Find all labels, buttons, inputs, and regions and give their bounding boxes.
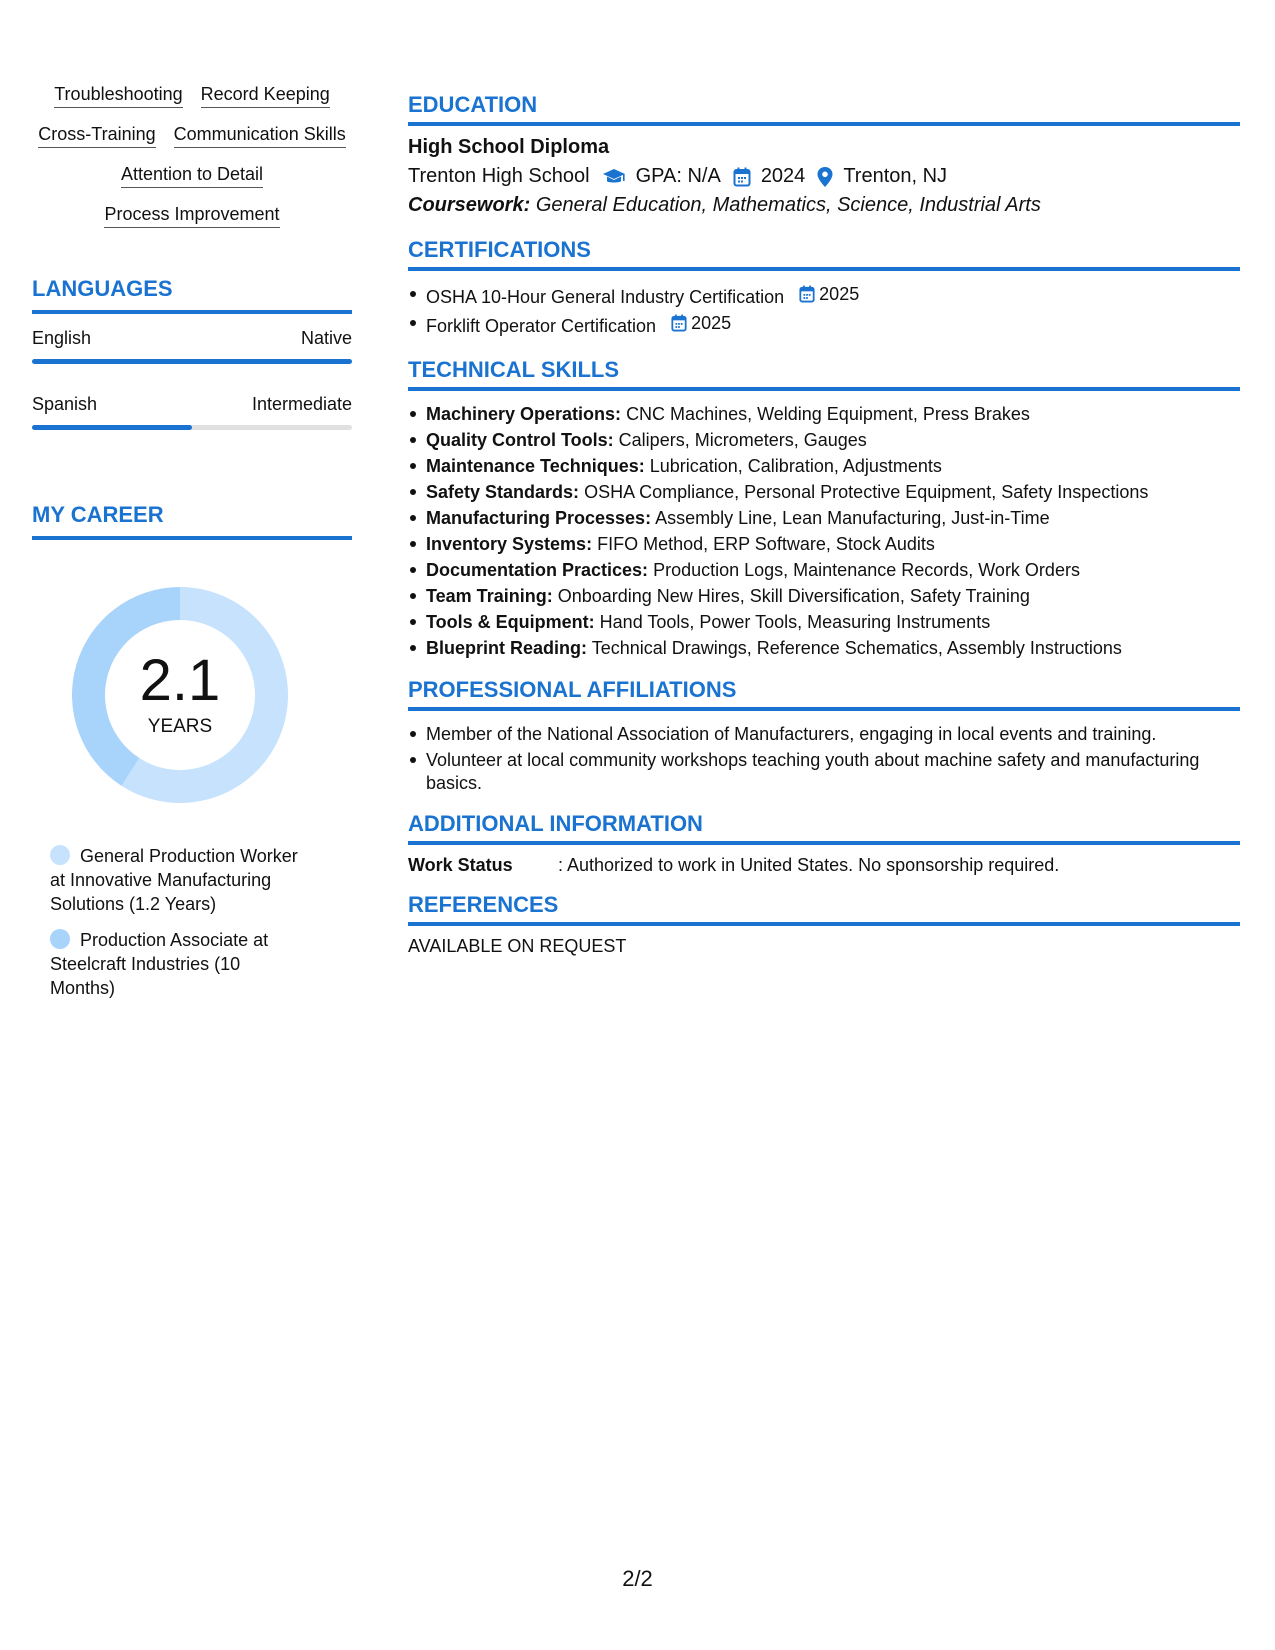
language-name: Spanish — [32, 394, 98, 414]
coursework — [408, 194, 1240, 217]
education-heading: EDUCATION — [408, 92, 1240, 126]
skill-tag: Communication Skills — [174, 124, 346, 148]
certification-item — [408, 310, 1240, 339]
career-legend-label: Production Associate at Steelcraft Industries (10 Months) — [50, 930, 269, 998]
career-section — [32, 502, 352, 1000]
certifications-heading: CERTIFICATIONS — [408, 237, 1240, 271]
affiliation-item: Volunteer at local community workshops teaching youth about machine safety and manufacturing basics. — [408, 747, 1240, 795]
certification-name: OSHA 10-Hour General Industry Certification — [426, 287, 785, 307]
career-legend-label: General Production Worker at Innovative Manufacturing Solutions (1.2 Years) — [50, 846, 298, 914]
technical-skill-value: Lubrication, Calibration, Adjustments — [649, 456, 942, 476]
technical-skill-label: Manufacturing Processes: — [426, 508, 652, 528]
skill-tags — [32, 84, 352, 228]
technical-skill-label: Maintenance Techniques: — [426, 456, 645, 476]
language-bar — [32, 425, 352, 430]
coursework-value: General Education, Mathematics, Science, Industrial Arts — [535, 194, 1041, 216]
affiliations-section — [408, 677, 1240, 795]
language-item — [32, 394, 352, 430]
technical-skill-item — [408, 557, 1240, 583]
calendar-icon — [671, 314, 687, 332]
technical-skill-value: FIFO Method, ERP Software, Stock Audits — [597, 534, 935, 554]
technical-skill-value: OSHA Compliance, Personal Protective Equipment, Safety Inspections — [584, 482, 1149, 502]
certification-name: Forklift Operator Certification — [426, 316, 657, 336]
technical-skill-label: Team Training: — [426, 586, 553, 606]
language-bar-fill — [32, 425, 192, 430]
technical-skill-value: Onboarding New Hires, Skill Diversification, Safety Training — [557, 586, 1030, 606]
technical-skill-label: Tools & Equipment: — [426, 612, 595, 632]
certification-item — [408, 281, 1240, 310]
languages-section — [32, 276, 352, 430]
technical-skill-value: CNC Machines, Welding Equipment, Press Brakes — [626, 404, 1030, 424]
school-name: Trenton High School — [408, 165, 590, 187]
technical-skill-label: Inventory Systems: — [426, 534, 593, 554]
affiliations-list — [408, 721, 1240, 795]
work-status-label: Work Status — [408, 855, 513, 875]
certification-year: 2025 — [691, 313, 732, 333]
technical-skill-item — [408, 531, 1240, 557]
work-status-row — [408, 855, 1240, 876]
technical-skills-section — [408, 357, 1240, 661]
skill-tag: Troubleshooting — [54, 84, 182, 108]
skill-tag: Attention to Detail — [121, 164, 263, 188]
education-meta — [408, 165, 1240, 188]
career-donut-chart — [65, 580, 295, 810]
language-bar — [32, 359, 352, 364]
language-bar-fill — [32, 359, 352, 364]
technical-skill-label: Machinery Operations: — [426, 404, 622, 424]
technical-skill-value: Assembly Line, Lean Manufacturing, Just-in-Time — [655, 508, 1050, 528]
right-column — [408, 92, 1240, 971]
technical-skill-value: Hand Tools, Power Tools, Measuring Instruments — [599, 612, 991, 632]
graduation-cap-icon — [602, 168, 626, 186]
map-pin-icon — [817, 167, 833, 187]
technical-skill-item — [408, 401, 1240, 427]
career-total-unit: YEARS — [147, 716, 213, 737]
references-heading: REFERENCES — [408, 892, 1240, 926]
language-item — [32, 328, 352, 364]
career-heading: MY CAREER — [32, 502, 352, 540]
technical-skill-item — [408, 583, 1240, 609]
calendar-icon — [799, 285, 815, 303]
technical-skill-label: Documentation Practices: — [426, 560, 649, 580]
technical-skill-item — [408, 635, 1240, 661]
technical-skill-value: Technical Drawings, Reference Schematics, Assembly Instructions — [591, 638, 1122, 658]
career-legend-item — [50, 928, 302, 1000]
technical-skill-item — [408, 453, 1240, 479]
technical-skills-list — [408, 401, 1240, 661]
technical-skill-label: Quality Control Tools: — [426, 430, 614, 450]
legend-dot-icon — [50, 929, 70, 949]
language-level: Intermediate — [251, 394, 352, 414]
references-section — [408, 892, 1240, 957]
graduation-year: 2024 — [760, 165, 806, 187]
additional-info-section — [408, 811, 1240, 876]
legend-dot-icon — [50, 845, 70, 865]
language-name: English — [32, 328, 92, 348]
skill-tag: Cross-Training — [38, 124, 155, 148]
school-location: Trenton, NJ — [843, 165, 948, 187]
skill-tag: Record Keeping — [201, 84, 330, 108]
references-text: AVAILABLE ON REQUEST — [408, 936, 627, 956]
languages-heading: LANGUAGES — [32, 276, 352, 314]
affiliation-item: Member of the National Association of Manufacturers, engaging in local events and training. — [408, 721, 1240, 747]
calendar-icon — [733, 167, 751, 187]
certification-year: 2025 — [819, 284, 860, 304]
technical-skill-value: Calipers, Micrometers, Gauges — [618, 430, 867, 450]
technical-skill-value: Production Logs, Maintenance Records, Work Orders — [653, 560, 1080, 580]
language-level: Native — [300, 328, 352, 348]
technical-skill-item — [408, 505, 1240, 531]
technical-skill-label: Blueprint Reading: — [426, 638, 587, 658]
coursework-label: Coursework: — [408, 194, 531, 216]
career-legend-item — [50, 844, 302, 916]
technical-skill-item — [408, 479, 1240, 505]
technical-skill-item — [408, 609, 1240, 635]
career-legend — [32, 844, 302, 1000]
certifications-list — [408, 281, 1240, 339]
additional-info-heading: ADDITIONAL INFORMATION — [408, 811, 1240, 845]
certifications-section — [408, 237, 1240, 339]
left-column — [32, 84, 352, 1012]
page-number: 2/2 — [622, 1566, 653, 1591]
degree-title: High School Diploma — [408, 136, 610, 158]
technical-skills-heading: TECHNICAL SKILLS — [408, 357, 1240, 391]
technical-skill-label: Safety Standards: — [426, 482, 580, 502]
technical-skill-item — [408, 427, 1240, 453]
skill-tag: Process Improvement — [104, 204, 279, 228]
gpa: GPA: N/A — [635, 165, 721, 187]
career-total-value: 2.1 — [139, 648, 221, 713]
work-status-value: : Authorized to work in United States. No sponsorship required. — [558, 855, 1060, 875]
affiliations-heading: PROFESSIONAL AFFILIATIONS — [408, 677, 1240, 711]
education-section — [408, 92, 1240, 217]
